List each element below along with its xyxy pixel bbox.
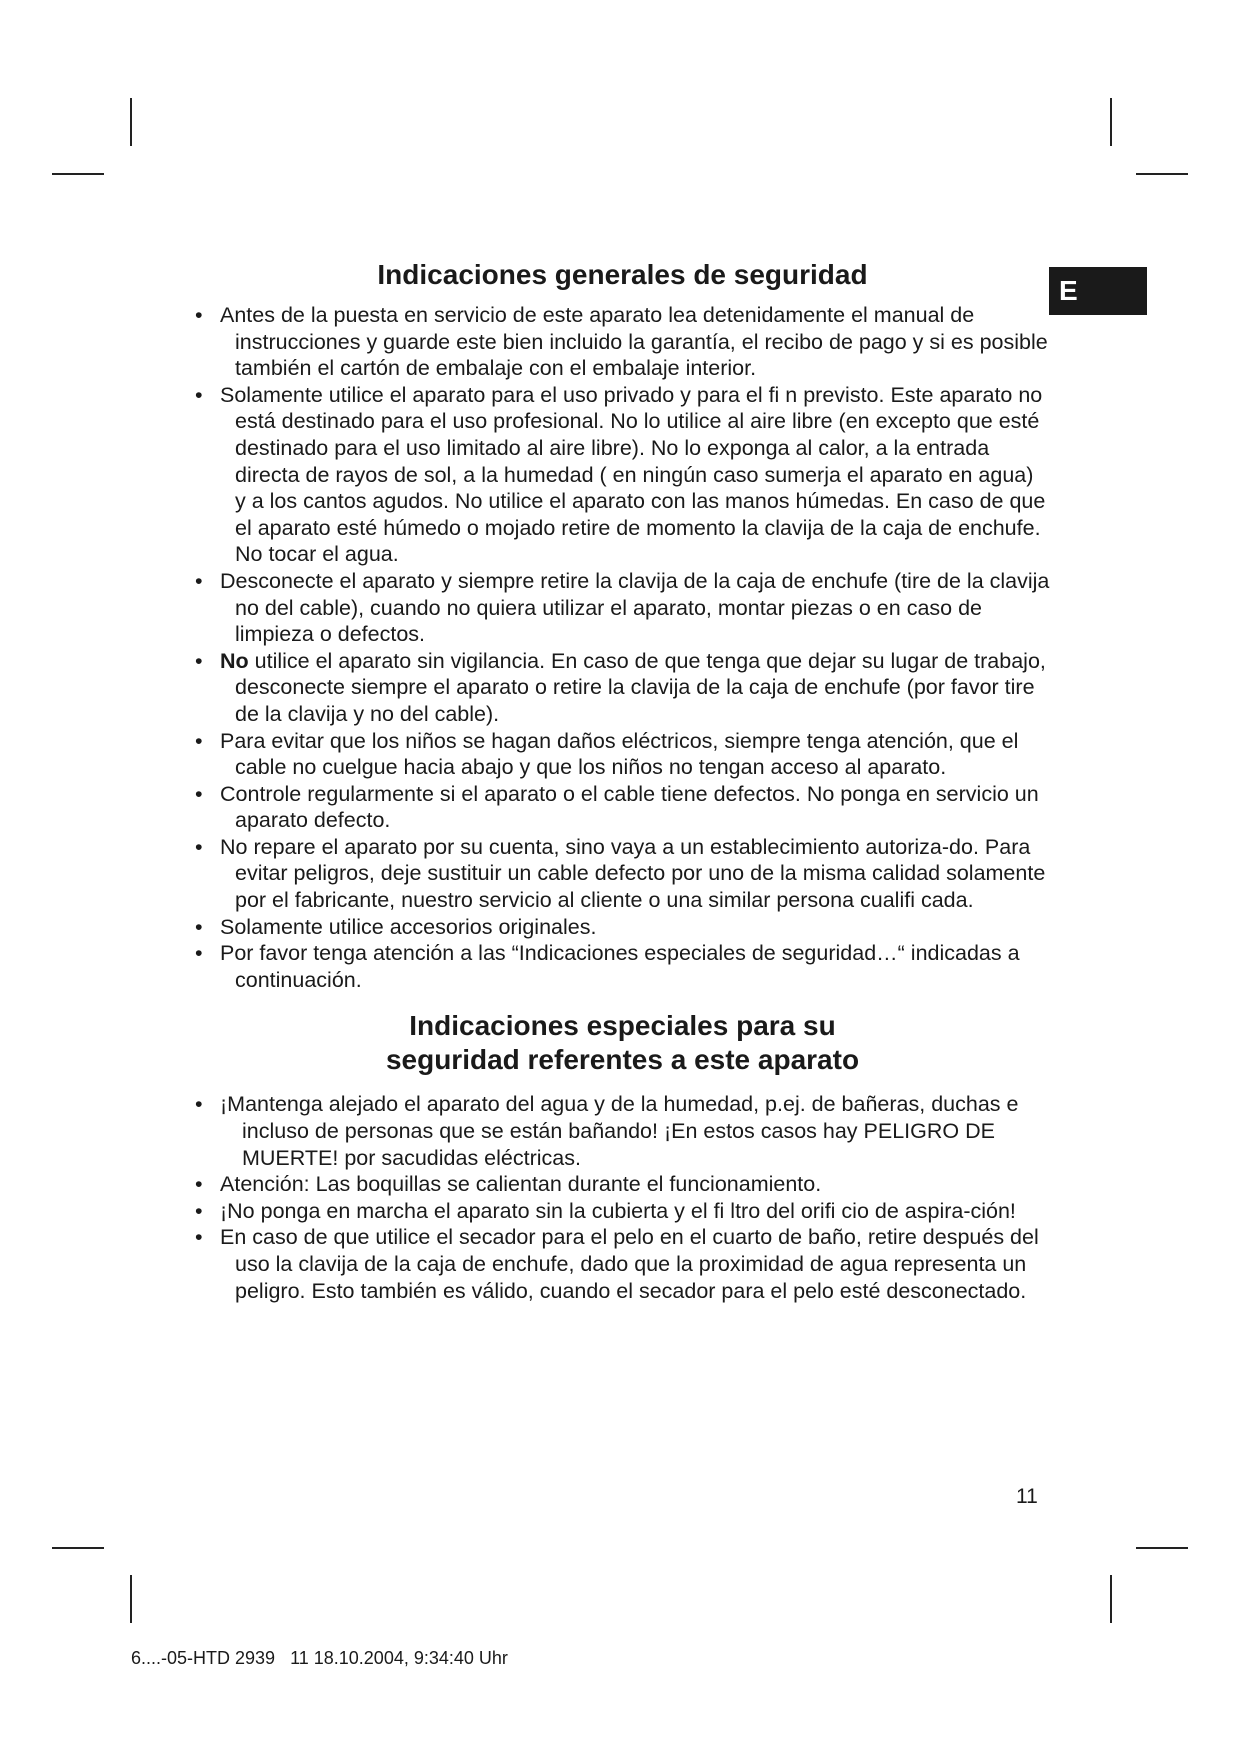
list-item: • Por favor tenga atención a las “Indicaciones especiales de seguridad…“ indicadas a continuación. — [195, 940, 1050, 993]
crop-mark-top-left-vertical — [130, 98, 132, 146]
crop-mark-top-left-horizontal — [52, 173, 104, 175]
crop-mark-top-right-vertical — [1110, 98, 1112, 146]
print-footer: 6....-05-HTD 2939 11 18.10.2004, 9:34:40 Uhr — [131, 1648, 508, 1668]
list-item: • Solamente utilice el aparato para el uso privado y para el fi n previsto. Este aparato no está destinado para el uso profesional. No lo utilice al aire libre (en excepto que esté destinado para el uso limitado al aire libre). No lo exponga al calor, a la entrada directa de rayos de sol, a la humedad ( en ningún caso sumerja el aparato en agua) y a los cantos agudos. No utilice el aparato con las manos húmedas. En caso de que el aparato esté húmedo o mojado retire de momento la clavija de la caja de enchufe. No tocar el agua. — [195, 382, 1050, 568]
section-special-safety-title-line1: Indicaciones especiales para su — [409, 1010, 836, 1042]
list-item: • Solamente utilice accesorios originales. — [195, 914, 1050, 941]
language-tab: E — [1049, 267, 1147, 315]
list-item: • Para evitar que los niños se hagan daños eléctricos, siempre tenga atención, que el cable no cuelgue hacia abajo y que los niños no tengan acceso al aparato. — [195, 728, 1050, 781]
general-safety-list — [195, 302, 1050, 993]
crop-mark-bottom-right-horizontal — [1136, 1547, 1188, 1549]
crop-mark-bottom-left-horizontal — [52, 1547, 104, 1549]
crop-mark-bottom-left-vertical — [130, 1575, 132, 1623]
list-item: • Desconecte el aparato y siempre retire la clavija de la caja de enchufe (tire de la clavija no del cable), cuando no quiera utilizar el aparato, montar piezas o en caso de limpieza o defectos. — [195, 568, 1050, 648]
page-number: 11 — [1016, 1485, 1038, 1508]
section-special-safety-title-line2: seguridad referentes a este aparato — [385, 1044, 860, 1076]
list-item: • Controle regularmente si el aparato o el cable tiene defectos. No ponga en servicio un aparato defecto. — [195, 781, 1050, 834]
list-item: • En caso de que utilice el secador para el pelo en el cuarto de baño, retire después del uso la clavija de la caja de enchufe, dado que la proximidad de agua representa un peligro. Esto también es válido, cuando el secador para el pelo esté desconectado. — [195, 1224, 1050, 1304]
list-item: • No utilice el aparato sin vigilancia. En caso de que tenga que dejar su lugar de trabajo, desconecte siempre el aparato o retire la clavija de la caja de enchufe (por favor tire de la clavija y no del cable). — [195, 648, 1050, 728]
crop-mark-bottom-right-vertical — [1110, 1575, 1112, 1623]
list-item: • Antes de la puesta en servicio de este aparato lea detenidamente el manual de instrucciones y guarde este bien incluido la garantía, el recibo de pago y si es posible también el cartón de embalaje con el embalaje interior. — [195, 302, 1050, 382]
list-item: • No repare el aparato por su cuenta, sino vaya a un establecimiento autoriza-do. Para evitar peligros, deje sustituir un cable defecto por uno de la misma calidad solamente por el fabricante, nuestro servicio al cliente o una similar persona cualifi cada. — [195, 834, 1050, 914]
special-safety-list — [195, 1091, 1050, 1304]
page-content — [195, 258, 1050, 1304]
section-general-safety-title: Indicaciones generales de seguridad — [377, 259, 868, 290]
crop-mark-top-right-horizontal — [1136, 173, 1188, 175]
list-item: • ¡Mantenga alejado el aparato del agua y de la humedad, p.ej. de bañeras, duchas e incluso de personas que se están bañando! ¡En estos casos hay PELIGRO DE MUERTE! por sacudidas eléctricas. — [195, 1091, 1050, 1171]
list-item: • ¡No ponga en marcha el aparato sin la cubierta y el fi ltro del orifi cio de aspira-ción! — [195, 1198, 1050, 1225]
list-item: • Atención: Las boquillas se calientan durante el funcionamiento. — [195, 1171, 1050, 1198]
section-special-safety-title — [195, 1009, 1050, 1077]
